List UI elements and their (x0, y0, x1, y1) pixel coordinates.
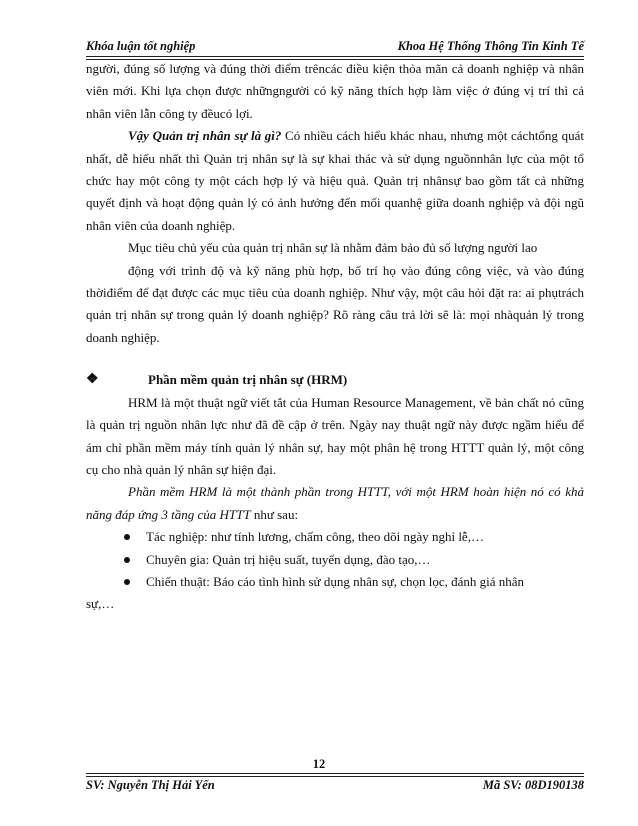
paragraph-2-lead: Vậy Quản trị nhân sự là gì? (128, 128, 282, 144)
page-header (86, 39, 584, 54)
paragraph-5-italic: Phần mềm HRM là một thành phần trong HTTT, với một HRM hoàn hiện nó có khả năng đáp ứng 3 tầng của HTTT (86, 484, 584, 522)
document-body (86, 58, 584, 616)
bullet-item (86, 549, 584, 571)
paragraph-2 (86, 125, 584, 237)
bullet-text: Chuyên gia: Quản trị hiệu suất, tuyển dụng, đào tạo,… (146, 551, 431, 567)
section-heading-text: Phần mềm quản trị nhân sự (HRM) (148, 372, 348, 388)
bullet-text: Tác nghiệp: như tính lương, chấm công, theo dõi ngày nghỉ lễ,… (146, 529, 484, 545)
bullet-dot-icon (124, 579, 130, 585)
page-footer (86, 778, 584, 793)
bullet-continuation: sự,… (86, 596, 115, 612)
diamond-bullet-icon: ❖ (86, 372, 99, 388)
bullet-dot-icon (124, 557, 130, 563)
header-right-text: Khoa Hệ Thống Thông Tin Kinh Tế (397, 39, 584, 53)
bullet-item (86, 526, 584, 548)
paragraph-4: HRM là một thuật ngữ viết tắt của Human Resource Management, về bản chất nó cũng là quản trị nguồn nhân lực như đã đề cập ở trên. Ngày nay thuật ngữ này được ngầm hiểu để ám chỉ phần mềm máy tính quản lý nhân sự, hay một phân hệ trong HTTT quản lý, một công cụ cho nhà quản lý nhân sự hiện đại. (86, 394, 584, 477)
paragraph-3-rest: động với trình độ và kỹ năng phù hợp, bố trí họ vào đúng công việc, và vào đúng thờiđiểm để đạt được các mục tiêu của doanh nghiệp. Như vậy, một câu hỏi đặt ra: ai phụtrách quản trị nhân sự trong quản lý doanh nghiệp? Rõ ràng câu trả lời sẽ là: mọi nhàquản lý trong doanh nghiệp. (86, 262, 584, 345)
bullet-list (86, 526, 584, 593)
paragraph-5 (86, 481, 584, 526)
bullet-item (86, 571, 584, 593)
paragraph-3-line-1: Mục tiêu chủ yếu của quản trị nhân sự là nhằm đảm bảo đủ số lượng người lao (128, 240, 538, 256)
page-number: 12 (312, 757, 326, 771)
paragraph-2-text: Có nhiều cách hiểu khác nhau, nhưng một cáchtổng quát nhất, dễ hiểu nhất thì Quản trị nhân sự là sự khai thác và sử dụng nguồnnhân lực của một tổ chức hay một công ty một cách hợp lý và hiệu quả. Quản trị nhânsự bao gồm tất cả những quyết định và hoạt động quản lý có ảnh hưởng đến mối quanhệ giữa doanh nghiệp và đội ngũ nhân viên của doanh nghiệp. (86, 128, 584, 233)
paragraph-1: người, đúng số lượng và đúng thời điểm trêncác điều kiện thỏa mãn cả doanh nghiệp và nhân viên mới. Khi lựa chọn được nhữngngười có kỹ năng thích hợp làm việc ở đúng vị trí thì cả nhân viên lẫn công ty đềucó lợi. (86, 61, 584, 121)
footer-left-text: SV: Nguyễn Thị Hải Yến (86, 778, 215, 792)
header-left-text: Khóa luận tốt nghiệp (86, 39, 196, 53)
section-heading (86, 369, 584, 391)
bullet-dot-icon (124, 534, 130, 540)
footer-right-text: Mã SV: 08D190138 (482, 778, 584, 792)
paragraph-5-text: như sau: (250, 506, 299, 522)
bullet-text: Chiến thuật: Báo cáo tình hình sử dụng nhân sự, chọn lọc, đánh giá nhân (146, 573, 525, 589)
footer-divider (86, 773, 584, 777)
